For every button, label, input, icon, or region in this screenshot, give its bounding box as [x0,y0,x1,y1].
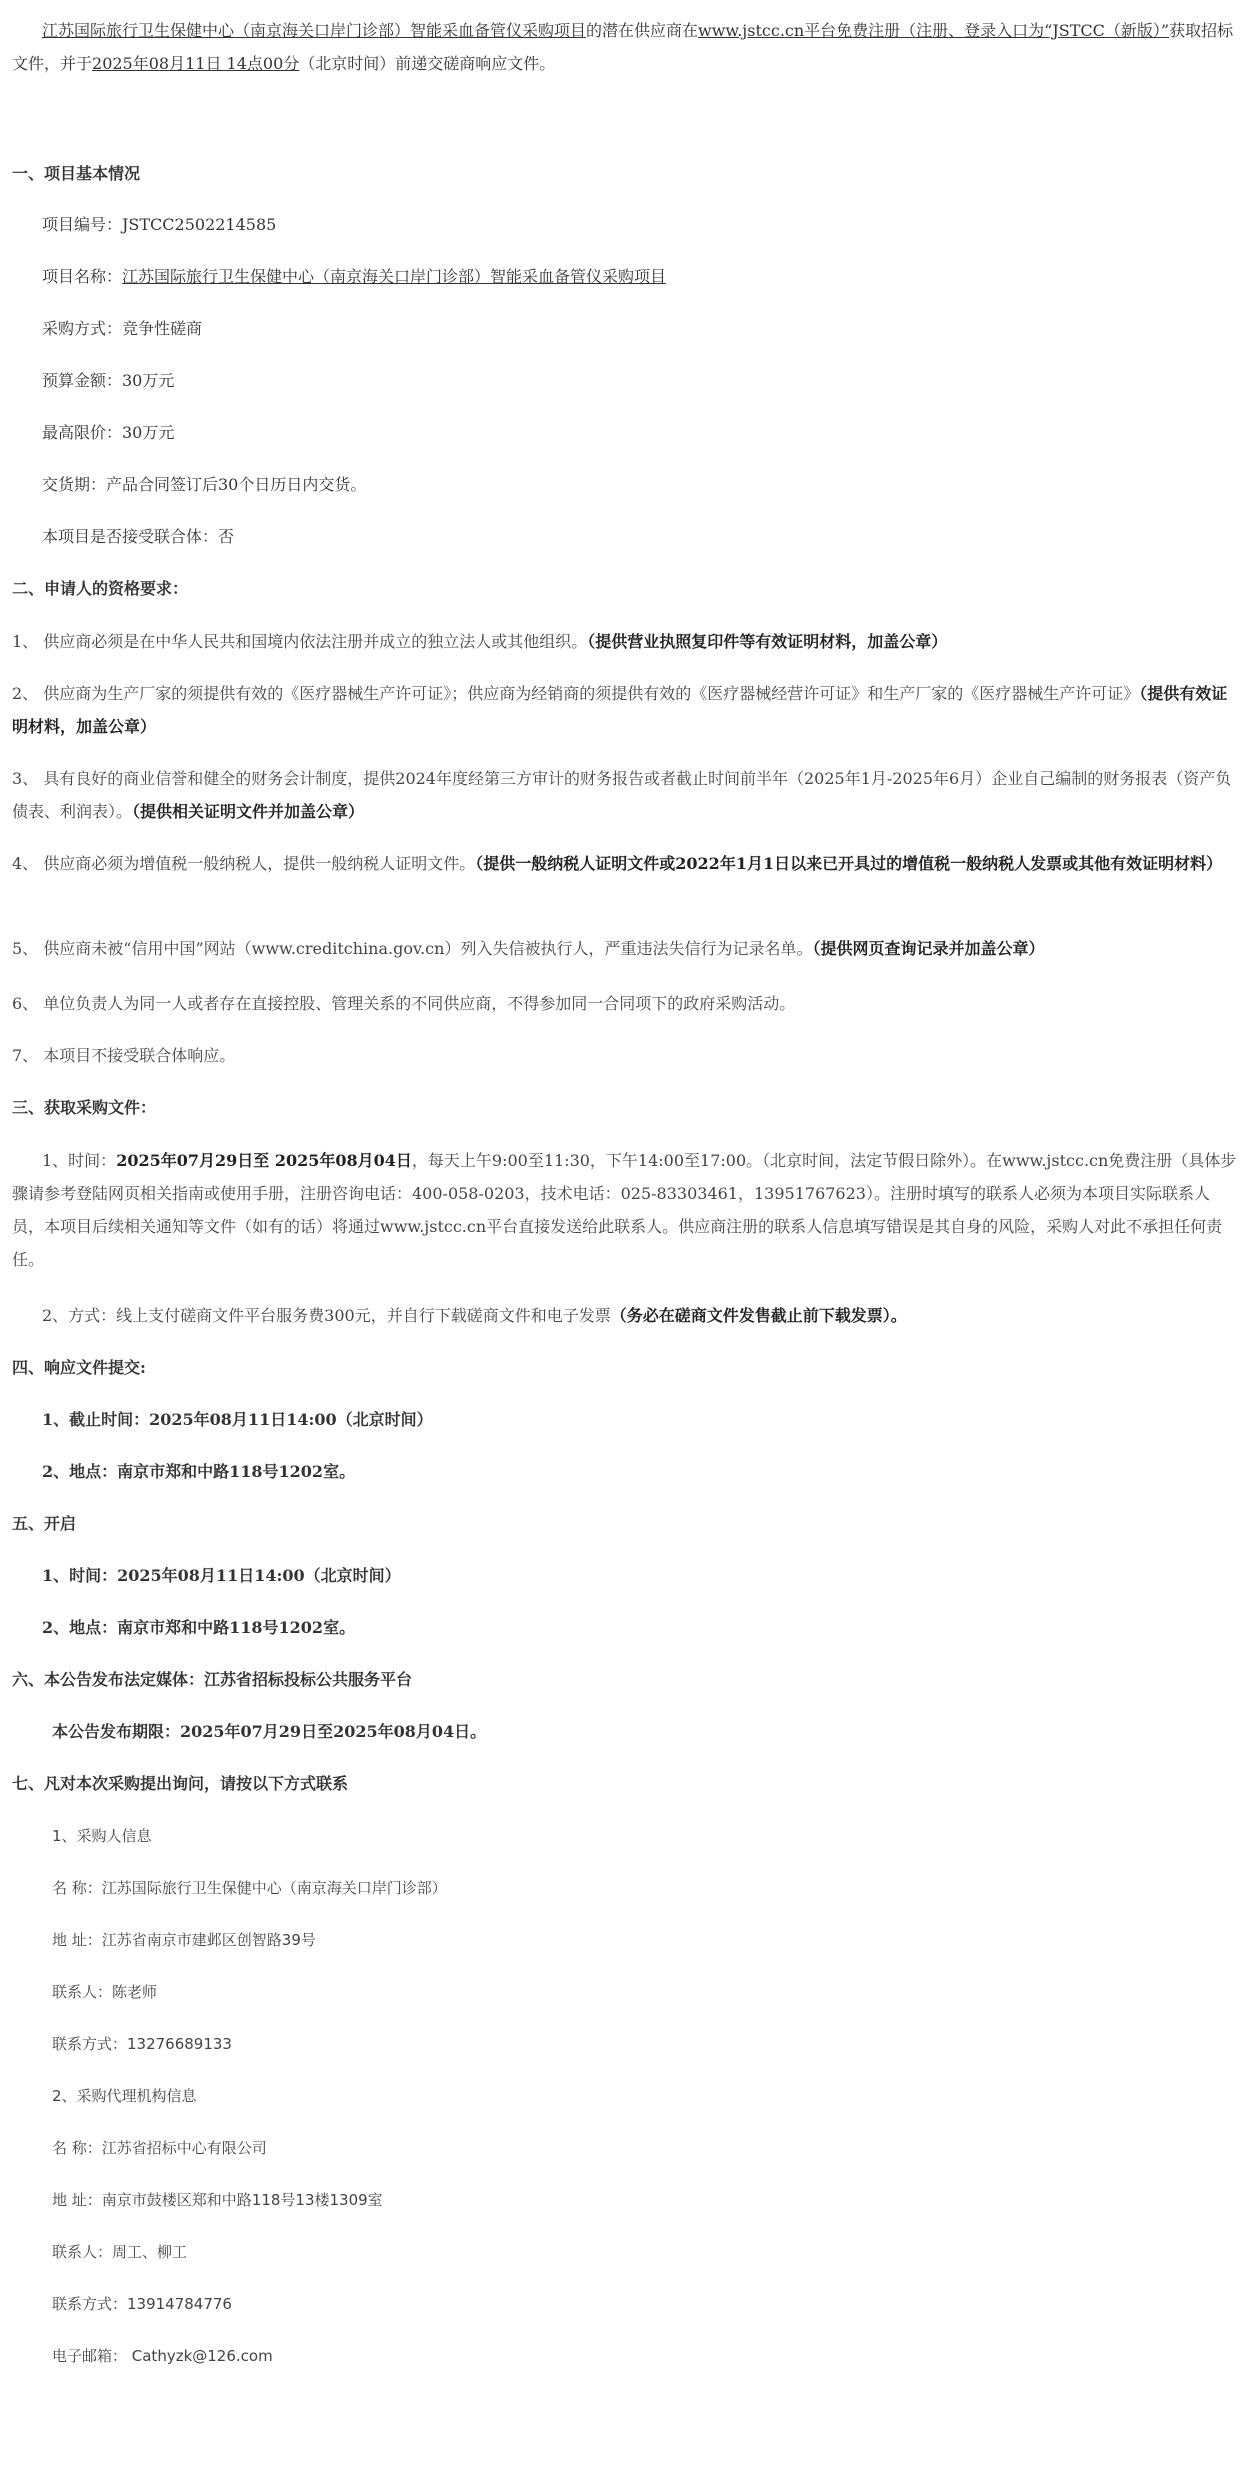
section-2-title: 二、申请人的资格要求： [12,579,189,598]
agency-contact: 联系人：周工、柳工 [52,2243,188,2261]
purchaser-info-heading: 1、采购人信息 [52,1827,152,1845]
budget-amount: 预算金额：30万元 [42,371,175,390]
requirement-3 [12,762,1238,828]
agency-name: 名 称：江苏省招标中心有限公司 [52,2139,267,2157]
requirement-2-text: 2、 供应商为生产厂家的须提供有效的《医疗器械生产许可证》；供应商为经销商的须提供有效的《医疗器械经营许可证》和生产厂家的《医疗器械生产许可证》 [12,684,1140,703]
submission-deadline: 1、截止时间：2025年08月11日14:00（北京时间） [42,1410,433,1429]
requirement-1-text: 1、 供应商必须是在中华人民共和国境内依法注册并成立的独立法人或其他组织。 [12,632,588,651]
agency-info-heading: 2、采购代理机构信息 [52,2087,197,2105]
acquisition-method-text: 2、方式：线上支付磋商文件平台服务费300元，并自行下载磋商文件和电子发票 [42,1306,611,1325]
section-5-title: 五、开启 [12,1514,77,1533]
requirement-4-text: 4、 供应商必须为增值税一般纳税人，提供一般纳税人证明文件。 [12,854,476,873]
submission-location: 2、地点：南京市郑和中路118号1202室。 [42,1462,356,1481]
purchaser-name: 名 称：江苏国际旅行卫生保健中心（南京海关口岸门诊部） [52,1879,447,1897]
requirement-5-text: 5、 供应商未被“信用中国”网站（www.creditchina.gov.cn）列入失信被执行人，严重违法失信行为记录名单。 [12,939,813,958]
intro-paragraph [12,14,1238,80]
intro-text-1: 的潜在供应商在 [586,21,699,40]
requirement-4 [12,847,1238,880]
intro-site: www.jstcc.cn平台免费注册（注册、登录入口为“JSTCC（新版）” [698,21,1170,40]
requirement-3-text: 3、 具有良好的商业信誉和健全的财务会计制度，提供2024年度经第三方审计的财务报告或者截止时间前半年（2025年1月-2025年6月）企业自己编制的财务报表（资产负债表、利润表）。 [12,769,1232,821]
requirement-6: 6、 单位负责人为同一人或者存在直接控股、管理关系的不同供应商，不得参加同一合同项下的政府采购活动。 [12,994,796,1013]
intro-deadline: 2025年08月11日 14点00分 [92,54,300,73]
agency-phone: 联系方式：13914784776 [52,2295,232,2313]
procurement-method: 采购方式：竞争性磋商 [42,319,203,338]
requirement-7: 7、 本项目不接受联合体响应。 [12,1046,236,1065]
requirement-1 [12,625,1238,658]
requirement-3-note: （提供相关证明文件并加盖公章） [132,802,365,821]
acquisition-method-note: （务必在磋商文件发售截止前下载发票）。 [610,1306,907,1325]
acquisition-time-details: ，每天上午9:00至11:30，下午14:00至17:00。（北京时间，法定节假日除外）。在www.jstcc.cn免费注册（具体步骤请参考登陆网页相关指南或使用手册，注册咨询电话：400-058-0203，技术电话：025-83303461，13951767623）。注册时填写的联系人必须为本项目实际联系人员，本项目后续相关通知等文件（如有的话）将通过www.jstcc.cn平台直接发送给此联系人。供应商注册的联系人信息填写错误是其自身的风险，采购人对此不承担任何责任。 [12,1151,1237,1269]
acquisition-method [42,1304,907,1328]
section-3-title: 三、获取采购文件： [12,1098,157,1117]
intro-org: 江苏国际旅行卫生保健中心（南京海关口岸门诊部）智能采血备管仪采购项目 [42,21,587,40]
requirement-5 [12,932,1238,965]
project-name [42,265,666,289]
acquisition-time-range: 2025年07月29日至 2025年08月04日 [116,1151,412,1170]
acquisition-time-paragraph [12,1144,1238,1276]
delivery-period: 交货期：产品合同签订后30个日历日内交货。 [42,475,367,494]
consortium-accepted: 本项目是否接受联合体：否 [42,527,235,546]
opening-location: 2、地点：南京市郑和中路118号1202室。 [42,1618,356,1637]
purchaser-phone: 联系方式：13276689133 [52,2035,232,2053]
requirement-4-note: （提供一般纳税人证明文件或2022年1月1日以来已开具过的增值税一般纳税人发票或其他有效证明材料） [475,854,1223,873]
opening-time: 1、时间：2025年08月11日14:00（北京时间） [42,1566,401,1585]
section-7-title: 七、凡对本次采购提出询问，请按以下方式联系 [12,1774,349,1793]
section-6-title: 六、本公告发布法定媒体：江苏省招标投标公共服务平台 [12,1670,413,1689]
purchaser-address: 地 址：江苏省南京市建邺区创智路39号 [52,1931,316,1949]
project-name-label: 项目名称： [42,267,123,286]
project-name-value: 江苏国际旅行卫生保健中心（南京海关口岸门诊部）智能采血备管仪采购项目 [122,267,667,286]
requirement-2-note: （提供有效证明材料，加盖公章） [12,684,1228,736]
agency-address: 地 址：南京市鼓楼区郑和中路118号13楼1309室 [52,2191,383,2209]
requirement-5-note: （提供网页查询记录并加盖公章） [812,939,1045,958]
section-1-title: 一、项目基本情况 [12,164,141,183]
section-4-title: 四、响应文件提交: [12,1358,146,1377]
project-number: 项目编号：JSTCC2502214585 [42,215,277,234]
agency-email[interactable]: 电子邮箱： Cathyzk@126.com [52,2347,273,2365]
requirement-1-note: （提供营业执照复印件等有效证明材料，加盖公章） [587,632,948,651]
publication-period: 本公告发布期限：2025年07月29日至2025年08月04日。 [52,1722,487,1741]
acquisition-time-label: 1、时间： [42,1151,117,1170]
intro-text-3: （北京时间）前递交磋商响应文件。 [299,54,556,73]
purchaser-contact: 联系人：陈老师 [52,1983,158,2001]
max-price: 最高限价：30万元 [42,423,175,442]
requirement-2 [12,677,1238,743]
intro-text-2: 获取招标文件，并于 [12,21,1234,73]
